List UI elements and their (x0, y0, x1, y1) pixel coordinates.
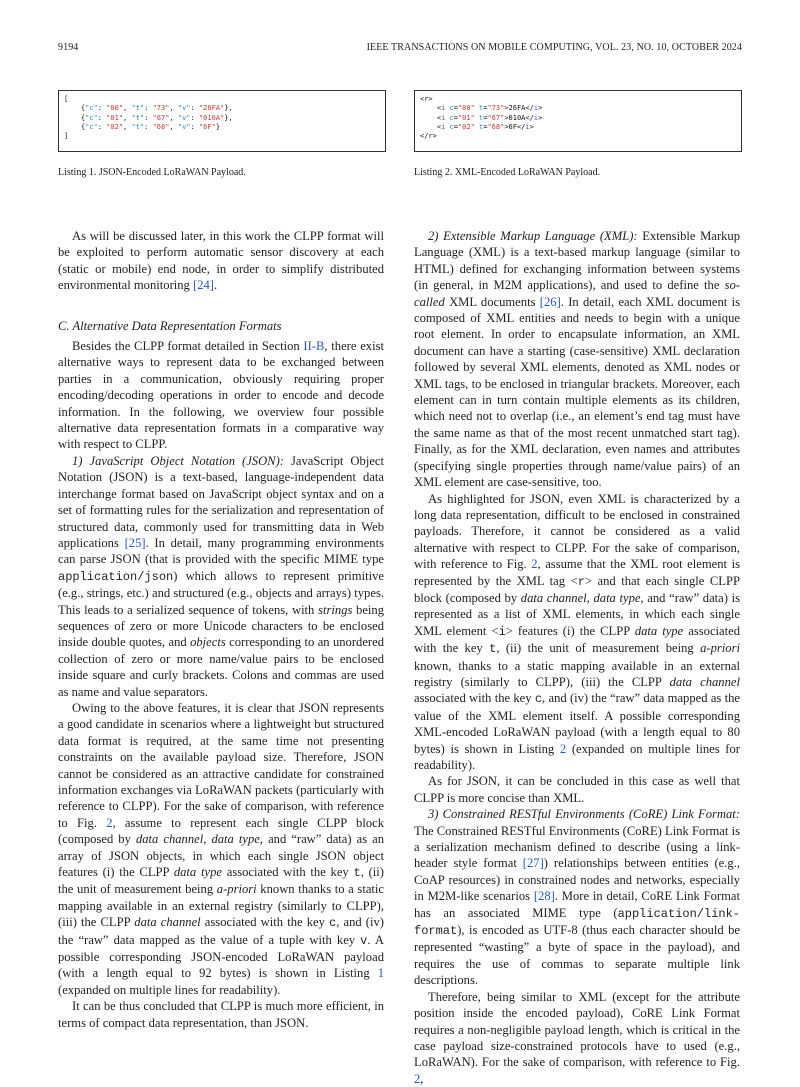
code-line: {"c": "02", "t": "68", "v": "6F"} (64, 122, 221, 131)
paragraph-core-comparison: Therefore, being similar to XML (except for the attribute position inside the encoded payload), CoRE Link Format requires a non-negligible payload length, which is critical in the case payload size-constrained protocols have to used (e.g., LoRaWAN). For the sake of comparison, with reference to Fig. 2, (414, 989, 740, 1086)
code-key: "c" (85, 104, 98, 113)
code-tag: i (441, 113, 446, 122)
reference-link[interactable]: 2 (531, 557, 538, 572)
code-tag: i (533, 113, 539, 122)
italic-text: objects (190, 635, 226, 650)
paragraph-intro: As will be discussed later, in this work the CLPP format will be exploited to perform automatic sensor discovery at each (static or mobile) end node, in order to simplify distributed environmental monitoring [24]. (58, 229, 384, 293)
page-number: 9194 (58, 42, 79, 53)
code-key: "c" (85, 113, 98, 122)
italic-text: strings (318, 602, 353, 617)
italic-text: data type (211, 832, 260, 847)
reference-link[interactable]: [26] (539, 294, 561, 309)
code-value: "67" (487, 113, 505, 122)
code-key: "v" (177, 104, 191, 113)
code-value: "00" (457, 104, 475, 113)
listing2-code (414, 90, 742, 152)
code-text: v (360, 933, 368, 948)
code-value: "67" (152, 113, 170, 122)
reference-link[interactable]: [24] (193, 278, 214, 293)
italic-text: data type (593, 590, 641, 605)
code-value: "01" (106, 113, 124, 122)
listing1-code (58, 90, 386, 152)
paragraph-json-conclusion: It can be thus concluded that CLPP is much more efficient, in terms of compact data representation, than JSON. (58, 999, 384, 1030)
listing2-caption: Listing 2. XML-Encoded LoRaWAN Payload. (414, 167, 601, 178)
reference-link[interactable]: [25] (124, 535, 146, 550)
code-text: application/link-format (414, 906, 740, 939)
code-value: "73" (487, 104, 505, 113)
code-text: application/json (58, 569, 174, 584)
italic-text: data type (634, 623, 684, 638)
code-value: "68" (487, 122, 505, 131)
italic-text: 3) Constrained RESTful Environments (CoRE) Link Format: (428, 807, 740, 822)
italic-text: a-priori (216, 882, 257, 897)
code-tag: i (441, 122, 446, 131)
code-key: "c" (85, 122, 98, 131)
code-value: "010A" (198, 113, 225, 122)
reference-link[interactable]: II-B (303, 339, 325, 354)
italic-text: data type (173, 865, 222, 880)
code-tag: i (533, 104, 539, 113)
italic-text: 1) JavaScript Object Notation (JSON): (72, 453, 284, 468)
reference-link[interactable]: 2 (414, 1071, 421, 1086)
paragraph-xml-conclusion: As for JSON, it can be concluded in this case as well that CLPP is more concise than XML. (414, 774, 740, 805)
paragraph-xml: 2) Extensible Markup Language (XML): Extensible Markup Language (XML) is a text-based markup language (similar to HTML) defined for exchanging information between systems (in general, in M2M applications), and used to define the so-called XML documents [26]. In detail, each XML document is composed of XML entities and needs to begin with a unique root element. In order to encapsulate information, an XML document can have a starting (case-sensitive) XML declaration followed by several XML elements, denoted as XML nodes or XML tags, to be enclosed in triangular brackets. Moreover, each element can in turn contain multiple elements as its children, which need not to overlap (i.e., an element’s end tag must have the same name as that of the most recent unmatched start tag). Finally, as for the XML declaration, even names and attributes (specifying single properties through name/value pairs) of an XML element are case-sensitive, too. (414, 229, 740, 490)
reference-link[interactable]: 1 (377, 966, 384, 981)
code-text: r (577, 574, 585, 589)
code-line: {"c": "01", "t": "67", "v": "010A"}, (64, 113, 233, 122)
code-text: c (534, 692, 543, 707)
italic-text: a-priori (700, 641, 740, 656)
paragraph-xml-comparison: As highlighted for JSON, even XML is characterized by a long data representation, difficult to be enclosed in constrained payloads. Therefore, it cannot be considered as a valid alternative with respect to CLPP. For the sake of comparison, with reference to Fig. 2, assume that the XML root element is represented by the XML tag <r> and that each single CLPP block (composed by data channel, data type, and “raw” data) is represented as a list of XML elements, in which each single XML element <i> features (i) the CLPP data type associated with the key t, (ii) the unit of measurement being a-priori known, thanks to a static mapping available in an external registry (similarly to CLPP), (iii) the CLPP data channel associated with the key c, and (iv) the “raw” data mapped as the value of the XML element itself. A possible corresponding XML-encoded LoRaWAN payload (with a length equal to 80 bytes) is shown in Listing 2 (expanded on multiple lines for readability). (414, 491, 741, 772)
code-line: </r> (420, 132, 437, 141)
code-key: t (479, 113, 484, 122)
reference-link[interactable]: 2 (559, 741, 567, 756)
code-text: c (329, 916, 337, 931)
code-text: i (498, 624, 506, 639)
reference-link[interactable]: [28] (533, 889, 555, 904)
italic-text: data channel (669, 674, 740, 689)
code-value: "26FA" (198, 104, 225, 113)
code-key: c (449, 113, 454, 122)
code-value: "68" (152, 122, 170, 131)
code-text: t (353, 866, 361, 881)
code-key: "v" (177, 113, 191, 122)
code-key: c (449, 104, 454, 113)
code-key: "t" (131, 113, 145, 122)
code-value: "02" (457, 122, 475, 131)
italic-text: 2) Extensible Markup Language (XML): (428, 229, 638, 243)
paragraph-core-link-format: 3) Constrained RESTful Environments (CoRE) Link Format: The Constrained RESTful Environments (CoRE) Link Format is a serialization mechanism defined to describe (using a link-header style format [27]) relationships between entities (e.g., CoAP resources) in constrained nodes and networks, especially in M2M-like scenarios [28]. More in detail, CoRE Link Format has an associated MIME type (application/link-format), is encoded as UTF-8 (thus each character should be represented “wasting” a byte of space in the payload), and requires the use of commas to separate multiple link descriptions. (414, 807, 740, 988)
code-line: <i c="02" t="68">6F</i> (420, 122, 534, 131)
code-value: "73" (152, 104, 170, 113)
reference-link[interactable]: [27] (522, 856, 544, 871)
code-key: "t" (131, 122, 145, 131)
code-key: "t" (131, 104, 145, 113)
code-line: {"c": "00", "t": "73", "v": "26FA"}, (64, 104, 233, 113)
code-line: ] (64, 132, 69, 141)
code-line: <i c="00" t="73">26FA</i> (420, 104, 543, 113)
listing1-caption: Listing 1. JSON-Encoded LoRaWAN Payload. (58, 167, 246, 178)
paragraph-formats-overview: Besides the CLPP format detailed in Section II-B, there exist alternative ways to represent data to be exchanged between parties in a communication, obviously requiring proper encoding/decoding operations in order to encode and decode information. In the following, we overview four possible alternative data representation formats in a comparative way with respect to CLPP. (58, 339, 384, 452)
code-value: "02" (106, 122, 124, 131)
journal-header: IEEE TRANSACTIONS ON MOBILE COMPUTING, VOL. 23, NO. 10, OCTOBER 2024 (366, 42, 742, 53)
paragraph-json: 1) JavaScript Object Notation (JSON): JavaScript Object Notation (JSON) is a text-based, language-independent data interchange format based on JavaScript object syntax and on a set of formatting rules for the serialization and representation of structured data, commonly used for transmitting data in Web applications [25]. In detail, many programming environments can parse JSON (that is provided with the specific MIME type application/json) which allows to represent primitive (e.g., strings, etc.) and structured (e.g., objects and arrays) types. This leads to a serialized sequence of tokens, with strings being sequences of zero or more Unicode characters to be enclosed inside double quotes, and objects corresponding to an unordered collection of zero or more name/value pairs to be enclosed inside square and curly brackets. Colons and commas are used as name and value separators. (58, 453, 385, 699)
right-column (414, 228, 740, 1087)
code-value: "01" (457, 113, 475, 122)
code-line: <r> (420, 95, 433, 103)
italic-text: data channel (135, 832, 204, 847)
paragraph-json-comparison: Owing to the above features, it is clear that JSON represents a good candidate in scenarios where a lightweight but structured data format is required, at the same time not presenting constraints on the available payload size. Therefore, JSON cannot be considered as an attractive candidate for constrained information exchanges via LoRaWAN packets (particularly with reference to CLPP). For the sake of comparison, with reference to Fig. 2, assume to represent each single CLPP block (composed by data channel, data type, and “raw” data) as an array of JSON objects, in which each single JSON object features (i) the CLPP data type associated with the key t, (ii) the unit of measurement being a-priori known thanks to a static mapping available in an external registry (similarly to CLPP), (iii) the CLPP data channel associated with the key c, and (iv) the “raw” data mapped as the value of a tuple with key v. A possible corresponding JSON-encoded LoRaWAN payload (with a length equal to 92 bytes) is shown in Listing 1 (expanded on multiple lines for readability). (58, 700, 385, 997)
code-value: "00" (106, 104, 124, 113)
reference-link[interactable]: 2 (106, 815, 113, 830)
code-key: c (449, 122, 454, 131)
code-tag: i (441, 104, 446, 113)
code-value: "6F" (198, 122, 216, 131)
code-key: t (479, 104, 484, 113)
code-key: "v" (177, 122, 191, 131)
italic-text: data channel (520, 590, 587, 605)
code-tag: i (525, 122, 530, 131)
section-heading: C. Alternative Data Representation Formats (58, 318, 282, 333)
italic-text: data channel (134, 915, 201, 930)
code-text: t (489, 642, 497, 657)
left-column (58, 228, 384, 1031)
code-line: <i c="01" t="67">010A</i> (420, 113, 543, 122)
code-key: t (479, 122, 484, 131)
code-line: [ (64, 95, 69, 103)
italic-text: so-called (414, 278, 740, 309)
